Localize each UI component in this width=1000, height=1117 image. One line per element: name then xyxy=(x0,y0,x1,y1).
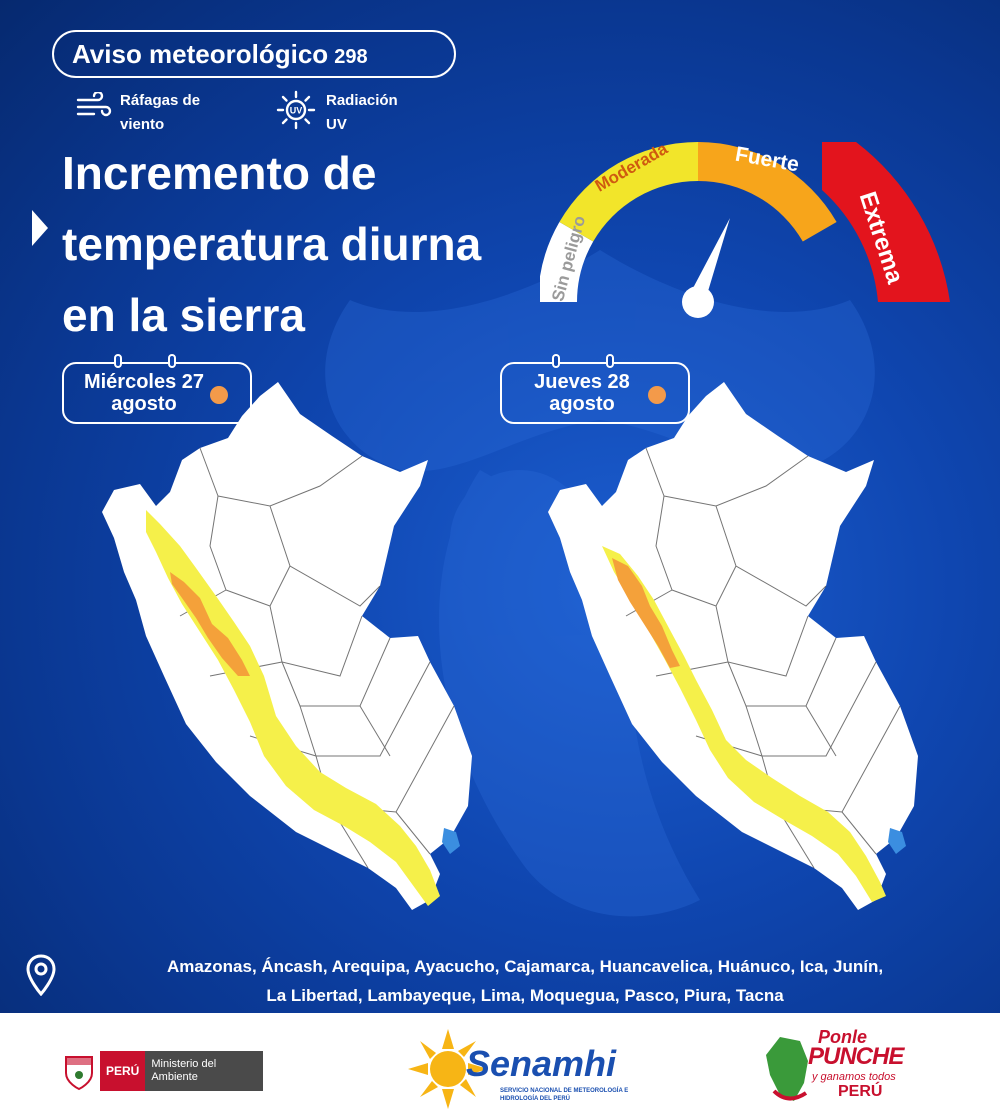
peru-shield-icon xyxy=(62,1051,96,1091)
lake-titicaca xyxy=(442,828,460,854)
hazard-wind-line1: Ráfagas de xyxy=(120,92,201,109)
lake-titicaca xyxy=(888,828,906,854)
footer-logos xyxy=(0,1013,1000,1117)
gauge-label-extrema: Extrema xyxy=(853,188,909,287)
map-land xyxy=(102,382,472,910)
campaign-line3: y ganamos todos xyxy=(812,1071,896,1083)
gauge-label-fuerte: Fuerte xyxy=(733,142,801,177)
warning-level-gauge xyxy=(540,100,960,330)
day-month: agosto xyxy=(111,393,177,415)
gauge-label-sin-peligro: Sin peligro xyxy=(548,213,590,304)
headline-line2: temperatura diurna xyxy=(62,218,482,270)
senamhi-logo xyxy=(408,1029,629,1114)
title-arrow-icon xyxy=(32,210,50,246)
day-label: Miércoles 27 xyxy=(83,371,205,393)
day-label: Jueves 28 xyxy=(534,371,630,393)
ministry-logo xyxy=(62,1049,268,1093)
senamhi-name: Senamhi xyxy=(466,1043,617,1084)
campaign-logo xyxy=(760,1027,910,1113)
hazard-wind-line2: viento xyxy=(120,116,165,133)
campaign-line2: PUNCHE xyxy=(808,1043,904,1070)
affected-regions xyxy=(40,952,980,1010)
bulletin-title: Aviso meteorológico xyxy=(72,39,329,69)
headline xyxy=(62,138,562,351)
gauge-needle xyxy=(682,218,730,318)
peru-label: PERÚ xyxy=(100,1051,145,1091)
bulletin-number: 298 xyxy=(334,46,368,68)
svg-text:UV: UV xyxy=(289,105,303,116)
senamhi-subtitle: SERVICIO NACIONAL DE METEOROLOGÍA E HIDROLOGÍA DEL PERÚ xyxy=(500,1088,629,1102)
day-month: agosto xyxy=(549,393,615,415)
peru-map-wednesday xyxy=(100,376,490,916)
gauge-label-moderada: Moderada xyxy=(591,138,671,196)
headline-line1: Incremento de xyxy=(62,147,377,199)
regions-line1: Amazonas, Áncash, Arequipa, Ayacucho, Cajamarca, Huancavelica, Huánuco, Ica, Junín, xyxy=(166,957,884,976)
uv-sun-icon xyxy=(276,90,316,130)
hazard-uv-line1: Radiación xyxy=(326,92,398,109)
regions-line2: La Libertad, Lambayeque, Lima, Moquegua, Pasco, Piura, Tacna xyxy=(266,986,784,1005)
headline-line3: en la sierra xyxy=(62,289,305,341)
ministry-label: Ministerio del Ambiente xyxy=(145,1051,263,1091)
campaign-line1: Ponle xyxy=(818,1027,868,1047)
wind-icon xyxy=(76,92,112,122)
campaign-line4: PERÚ xyxy=(838,1083,883,1100)
map-land xyxy=(548,382,918,910)
peru-map-thursday xyxy=(546,376,936,916)
hazard-uv-line2: UV xyxy=(326,116,347,133)
bulletin-title-pill xyxy=(52,30,456,78)
